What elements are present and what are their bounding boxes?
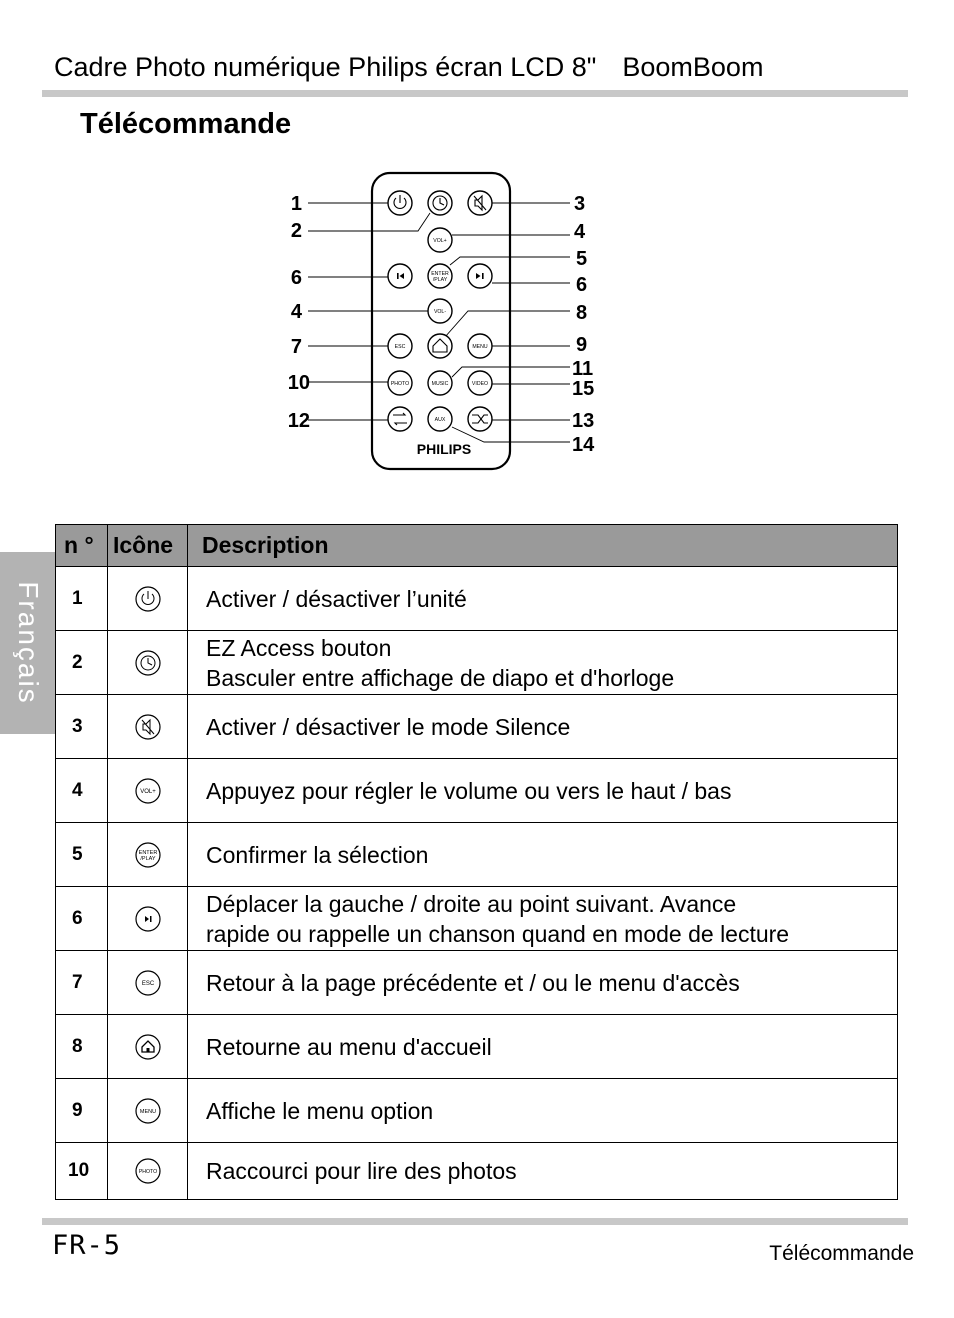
header-number: n ° xyxy=(56,525,108,567)
svg-text:/PLAY: /PLAY xyxy=(139,855,156,862)
language-tab-label: Français xyxy=(13,581,44,705)
row-number: 7 xyxy=(56,951,108,1015)
callout-label: 8 xyxy=(576,302,588,324)
row-number: 2 xyxy=(56,631,108,695)
esc-label: ESC xyxy=(394,344,406,350)
row-number: 1 xyxy=(56,567,108,631)
row-number: 5 xyxy=(56,823,108,887)
row-description: Raccourci pour lire des photos xyxy=(188,1143,898,1200)
menu-label: MENU xyxy=(472,344,488,350)
remote-svg xyxy=(270,165,620,485)
row-description: Activer / désactiver l’unité xyxy=(188,567,898,631)
vol-minus-label: VOL- xyxy=(433,309,447,315)
callout-label: 4 xyxy=(290,301,302,323)
photo-label: PHOTO xyxy=(390,381,410,387)
table-header-row xyxy=(56,525,898,567)
svg-text:PHOTO: PHOTO xyxy=(138,1169,157,1175)
row-description: EZ Access bouton Basculer entre affichage de diapo et d'horloge xyxy=(188,631,898,695)
enter-label-2: /PLAY xyxy=(432,277,448,283)
section-title: Télécommande xyxy=(80,108,292,140)
table-row xyxy=(56,1143,898,1200)
enter-label-1: ENTER xyxy=(431,271,449,277)
row-description: Activer / désactiver le mode Silence xyxy=(188,695,898,759)
callout-label: 6 xyxy=(576,274,588,296)
row-number: 4 xyxy=(56,759,108,823)
svg-text:MENU: MENU xyxy=(139,1108,156,1115)
remote-function-table xyxy=(55,524,898,1200)
row-number: 3 xyxy=(56,695,108,759)
table-row xyxy=(56,1015,898,1079)
row-description: Affiche le menu option xyxy=(188,1079,898,1143)
table-row xyxy=(56,951,898,1015)
row-description: Retourne au menu d'accueil xyxy=(188,1015,898,1079)
power-icon xyxy=(134,585,162,613)
callout-label: 5 xyxy=(576,248,588,270)
header-description: Description xyxy=(188,525,898,567)
row-description: Déplacer la gauche / droite au point suivant. Avance rapide ou rappelle un chanson quand en mode de lecture xyxy=(188,887,898,951)
aux-label: AUX xyxy=(434,417,446,423)
footer-rule xyxy=(42,1218,908,1225)
svg-text:VOL+: VOL+ xyxy=(139,788,156,795)
brand-name: BoomBoom xyxy=(622,52,764,82)
home-icon xyxy=(134,1033,162,1061)
remote-logo: PHILIPS xyxy=(416,441,472,457)
menu-icon xyxy=(134,1097,162,1125)
callout-label: 13 xyxy=(572,410,595,432)
mute-icon xyxy=(134,713,162,741)
callout-label: 9 xyxy=(576,334,588,356)
esc-icon xyxy=(134,969,162,997)
language-tab xyxy=(0,552,56,734)
table-row xyxy=(56,695,898,759)
table-row xyxy=(56,887,898,951)
volume-icon xyxy=(134,777,162,805)
callout-label: 10 xyxy=(287,372,310,394)
remote-shuffle-button xyxy=(468,407,492,431)
callout-label: 6 xyxy=(290,267,302,289)
callout-label: 15 xyxy=(572,378,595,400)
photo-icon xyxy=(134,1157,162,1185)
row-number: 9 xyxy=(56,1079,108,1143)
table-row xyxy=(56,631,898,695)
row-description: Retour à la page précédente et / ou le menu d'accès xyxy=(188,951,898,1015)
callout-label: 4 xyxy=(574,221,586,243)
callout-label: 12 xyxy=(287,410,310,432)
row-description: Confirmer la sélection xyxy=(188,823,898,887)
header-icon: Icône xyxy=(108,525,188,567)
music-label: MUSIC xyxy=(431,381,449,387)
prev-icon xyxy=(397,273,399,279)
header-rule xyxy=(42,90,908,97)
page-number: FR-5 xyxy=(52,1230,122,1261)
remote-repeat-button xyxy=(388,407,412,431)
remote-diagram xyxy=(270,165,620,485)
callout-label: 2 xyxy=(290,220,302,242)
document-title-text: Cadre Photo numérique Philips écran LCD 8" xyxy=(54,52,597,82)
table-row xyxy=(56,1079,898,1143)
row-number: 6 xyxy=(56,887,108,951)
row-description: Appuyez pour régler le volume ou vers le haut / bas xyxy=(188,759,898,823)
clock-icon xyxy=(134,649,162,677)
remote-home-button xyxy=(428,334,452,358)
table-row xyxy=(56,567,898,631)
next-icon xyxy=(134,905,162,933)
row-number: 10 xyxy=(56,1143,108,1200)
callout-label: 7 xyxy=(290,336,302,358)
video-label: VIDEO xyxy=(471,381,489,387)
row-number: 8 xyxy=(56,1015,108,1079)
vol-plus-label: VOL+ xyxy=(433,238,447,244)
callout-label: 11 xyxy=(572,358,594,380)
callout-label: 1 xyxy=(290,193,302,215)
svg-text:ESC: ESC xyxy=(141,980,154,987)
svg-text:ENTER: ENTER xyxy=(138,849,157,856)
footer-section-label: Télécommande xyxy=(769,1242,914,1265)
document-title xyxy=(54,52,763,83)
table-row xyxy=(56,759,898,823)
enter-play-icon xyxy=(134,841,162,869)
table-row xyxy=(56,823,898,887)
callout-label: 3 xyxy=(574,193,586,215)
callout-label: 14 xyxy=(572,434,595,456)
